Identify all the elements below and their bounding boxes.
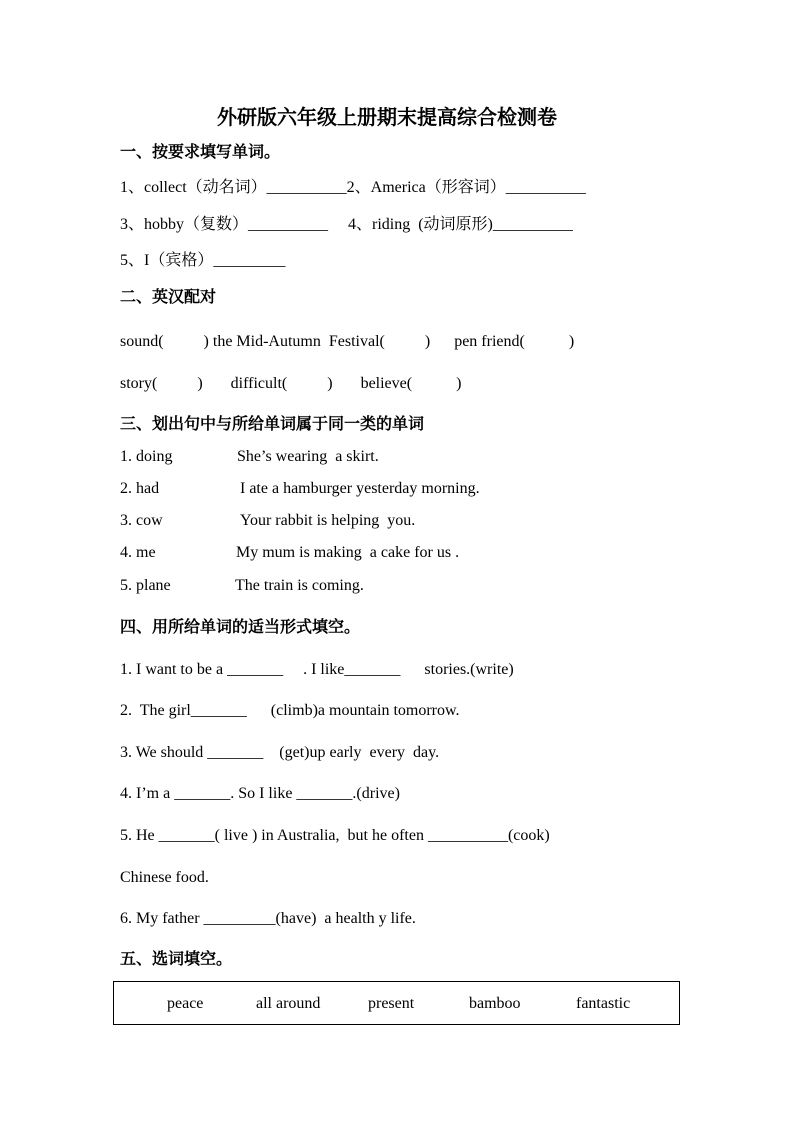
page-title: 外研版六年级上册期末提高综合检测卷 bbox=[217, 107, 557, 129]
word-bank-item: peace bbox=[167, 995, 204, 1012]
section-1-line: 1、collect（动名词）__________2、America（形容词）__________ bbox=[120, 179, 586, 196]
word-bank-item: fantastic bbox=[576, 995, 631, 1012]
section-2-heading: 二、英汉配对 bbox=[120, 289, 217, 306]
section-4-line: 1. I want to be a _______ . I like_______ stories.(write) bbox=[120, 661, 514, 678]
section-4-heading: 四、用所给单词的适当形式填空。 bbox=[120, 619, 361, 636]
section-4-line: 2. The girl_______ (climb)a mountain tomorrow. bbox=[120, 702, 460, 719]
section-3-item-sentence: My mum is making a cake for us . bbox=[236, 544, 460, 561]
section-3-item-word: 4. me bbox=[120, 544, 156, 561]
section-2-line: sound( ) the Mid-Autumn Festival( ) pen friend( ) bbox=[120, 333, 575, 350]
section-3-item-word: 3. cow bbox=[120, 512, 163, 529]
section-3-item-sentence: She’s wearing a skirt. bbox=[237, 448, 379, 465]
section-3-heading: 三、划出句中与所给单词属于同一类的单词 bbox=[120, 416, 425, 433]
section-1-heading: 一、按要求填写单词。 bbox=[120, 144, 281, 161]
word-bank-item: present bbox=[368, 995, 415, 1012]
section-4-line: 6. My father _________(have) a health y life. bbox=[120, 910, 416, 927]
section-1-line: 3、hobby（复数）__________ 4、riding (动词原形)__________ bbox=[120, 216, 573, 233]
section-4-line: 3. We should _______ (get)up early every day. bbox=[120, 744, 440, 761]
section-4-line: 4. I’m a _______. So I like _______.(drive) bbox=[120, 785, 400, 802]
section-1-line: 5、I（宾格）_________ bbox=[120, 252, 286, 269]
section-5-heading: 五、选词填空。 bbox=[120, 951, 233, 968]
section-3-item-word: 1. doing bbox=[120, 448, 173, 465]
section-3-item-sentence: The train is coming. bbox=[235, 577, 364, 594]
section-3-item-sentence: I ate a hamburger yesterday morning. bbox=[240, 480, 480, 497]
word-bank-box bbox=[113, 981, 680, 1025]
word-bank-item: all around bbox=[256, 995, 321, 1012]
section-3-item-word: 5. plane bbox=[120, 577, 171, 594]
section-3-item-sentence: Your rabbit is helping you. bbox=[240, 512, 416, 529]
section-3-item-word: 2. had bbox=[120, 480, 160, 497]
section-4-line: 5. He _______( live ) in Australia, but he often __________(cook) bbox=[120, 827, 550, 844]
word-bank-item: bamboo bbox=[469, 995, 521, 1012]
section-4-line: Chinese food. bbox=[120, 869, 209, 886]
section-2-line: story( ) difficult( ) believe( ) bbox=[120, 375, 462, 392]
